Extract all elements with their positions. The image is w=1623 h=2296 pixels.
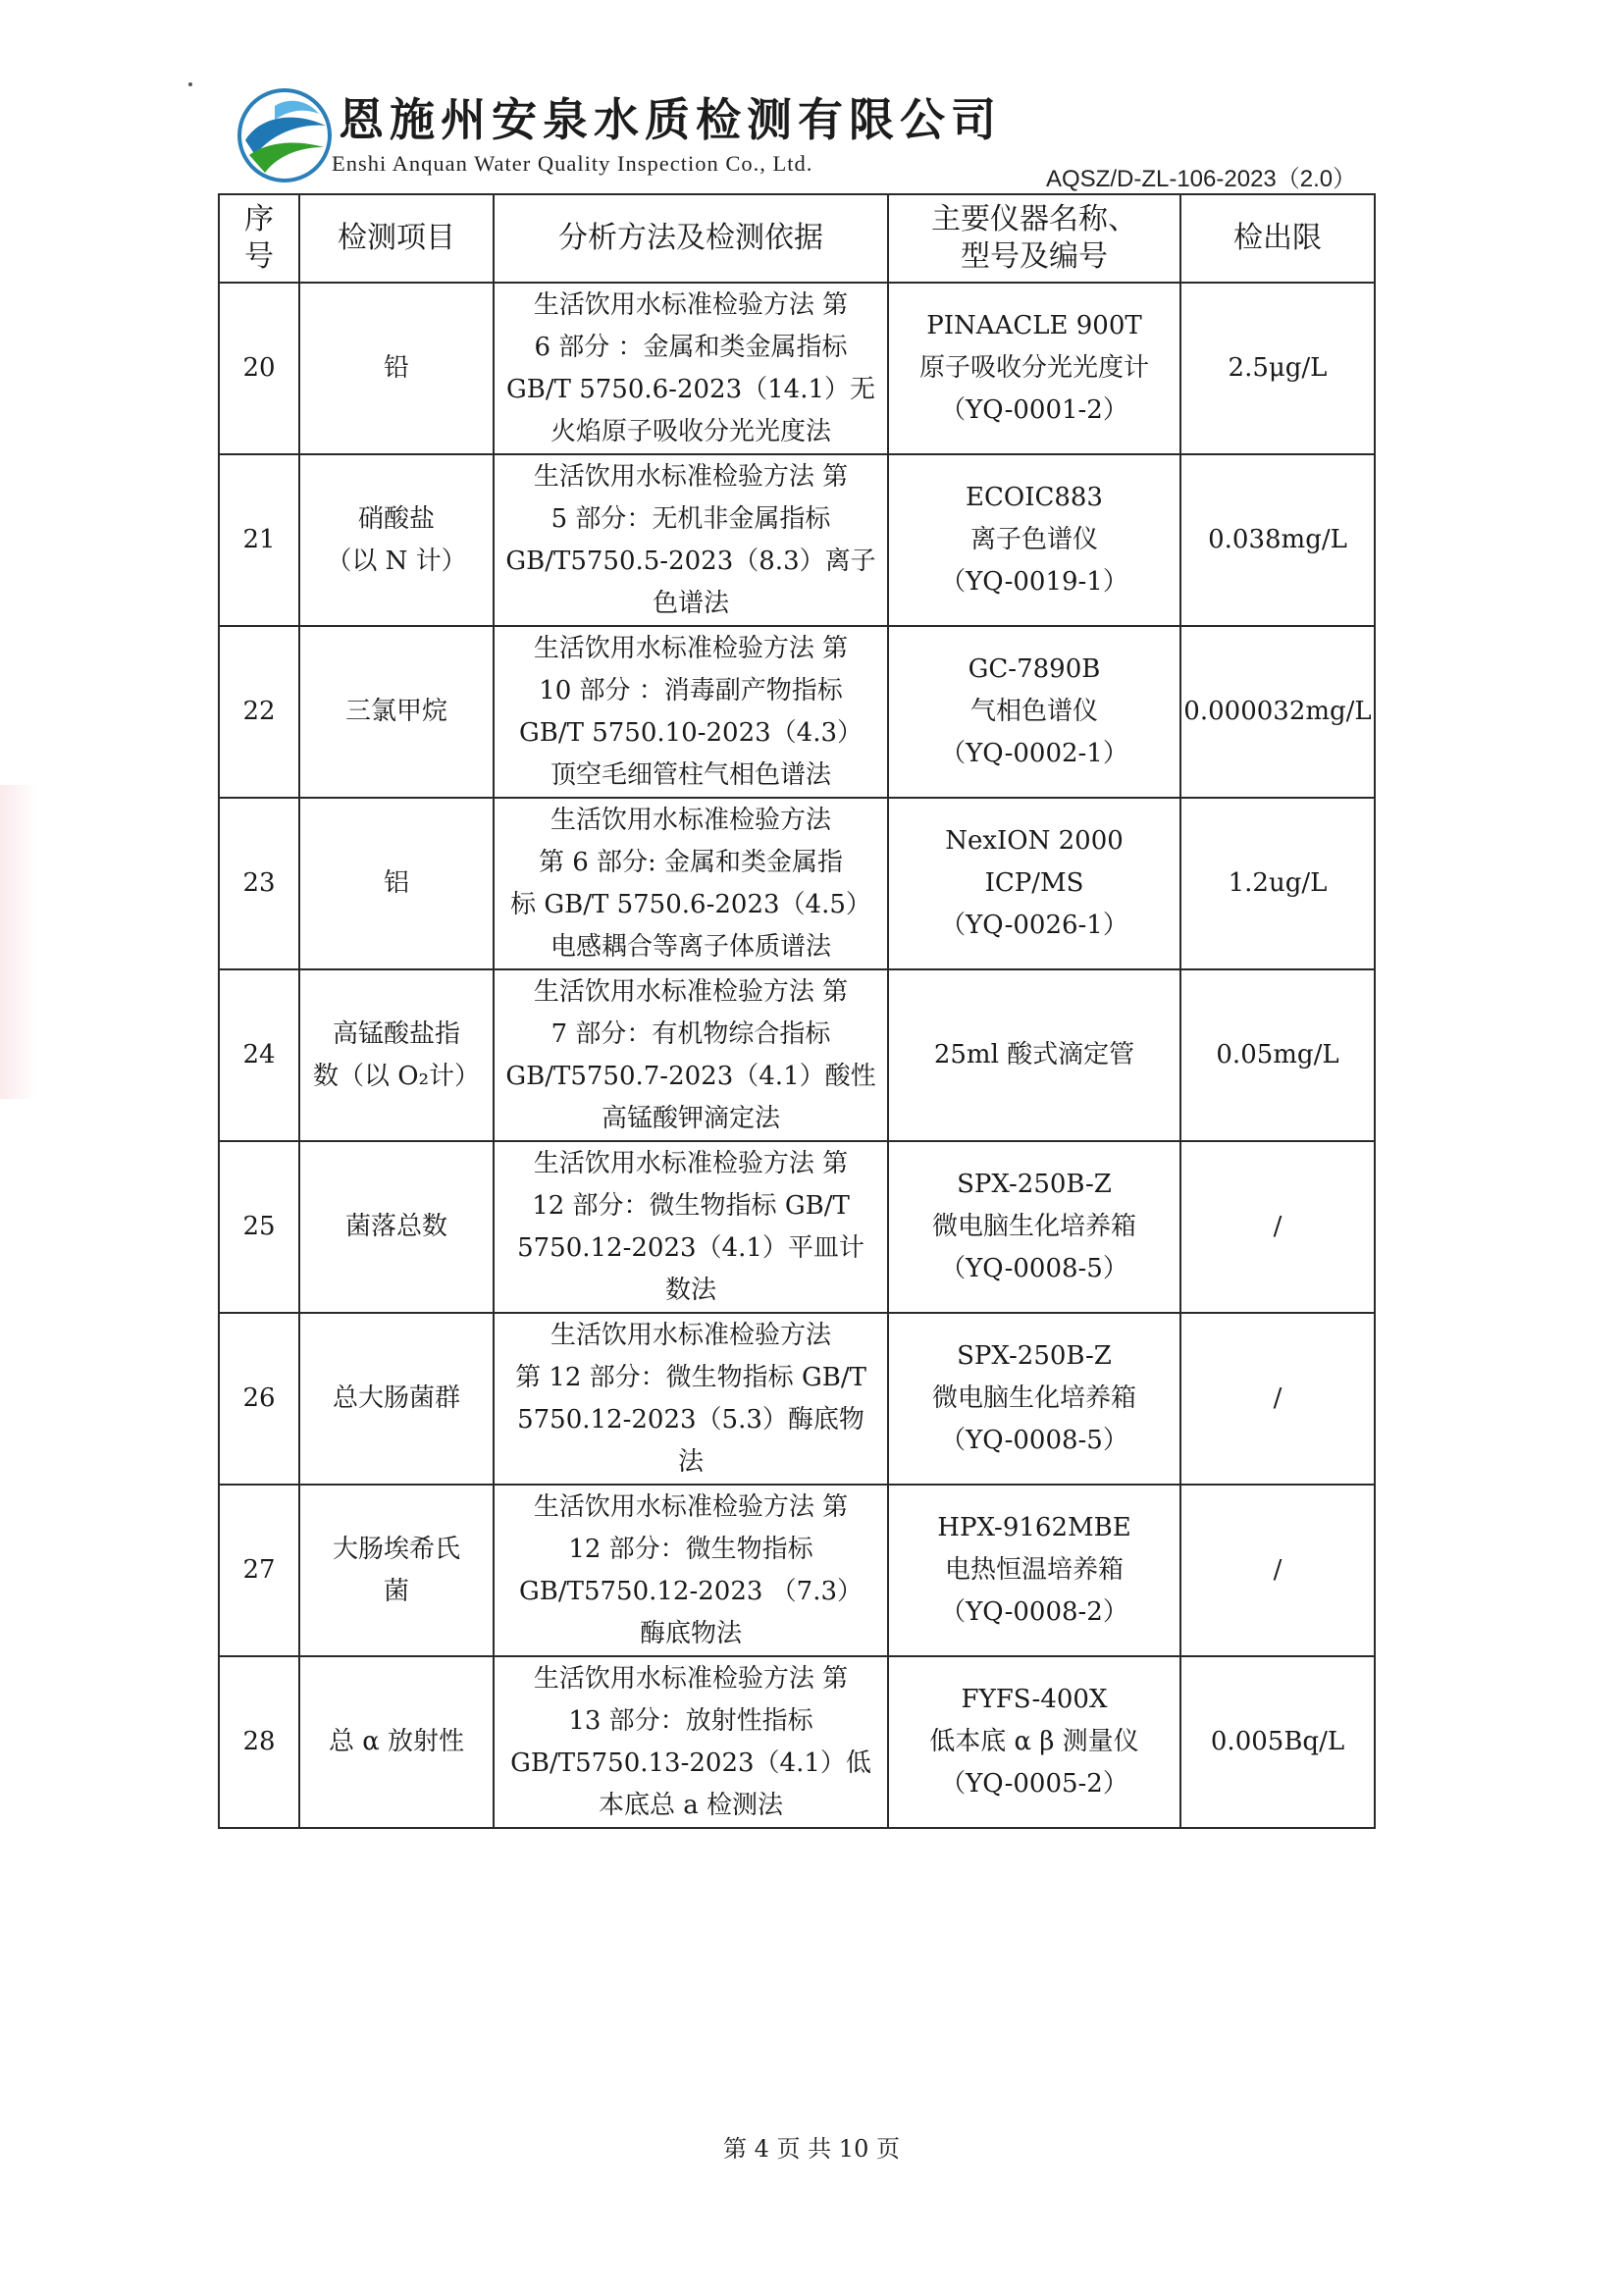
cell-method: 生活饮用水标准检验方法 第 5 部分：无机非金属指标 GB/T5750.5-2023（8.3）离子 色谱法 [494, 454, 888, 626]
cell-item: 大肠埃希氏 菌 [299, 1485, 494, 1656]
cell-limit: 0.005Bq/L [1180, 1656, 1375, 1828]
cell-seq: 27 [219, 1485, 299, 1656]
table-row [219, 798, 1375, 969]
cell-instrument: ECOIC883 离子色谱仪 （YQ-0019-1） [888, 454, 1180, 626]
page-number: 第 4 页 共 10 页 [723, 2135, 900, 2163]
cell-seq: 21 [219, 454, 299, 626]
cell-item: 总 α 放射性 [299, 1656, 494, 1828]
red-seal-fragment [0, 785, 37, 1099]
cell-seq: 24 [219, 969, 299, 1141]
table-row [219, 969, 1375, 1141]
cell-seq: 28 [219, 1656, 299, 1828]
header-instrument: 主要仪器名称、 型号及编号 [888, 194, 1180, 283]
cell-item: 铝 [299, 798, 494, 969]
cell-instrument: NexION 2000 ICP/MS （YQ-0026-1） [888, 798, 1180, 969]
header-seq: 序 号 [219, 194, 299, 283]
cell-item: 总大肠菌群 [299, 1313, 494, 1485]
table-header-row [219, 194, 1375, 283]
cell-instrument: HPX-9162MBE 电热恒温培养箱 （YQ-0008-2） [888, 1485, 1180, 1656]
cell-limit: 0.05mg/L [1180, 969, 1375, 1141]
cell-method: 生活饮用水标准检验方法 第 6 部分: 金属和类金属指 标 GB/T 5750.6-2023（4.5） 电感耦合等离子体质谱法 [494, 798, 888, 969]
cell-item: 铅 [299, 283, 494, 454]
table-row [219, 1313, 1375, 1485]
table-row [219, 1141, 1375, 1313]
cell-instrument: SPX-250B-Z 微电脑生化培养箱 （YQ-0008-5） [888, 1141, 1180, 1313]
cell-limit: / [1180, 1141, 1375, 1313]
cell-method: 生活饮用水标准检验方法 第 13 部分：放射性指标 GB/T5750.13-2023（4.1）低 本底总 a 检测法 [494, 1656, 888, 1828]
cell-seq: 26 [219, 1313, 299, 1485]
cell-item: 菌落总数 [299, 1141, 494, 1313]
header-item: 检测项目 [299, 194, 494, 283]
cell-method: 生活饮用水标准检验方法 第 6 部分 ：金属和类金属指标 GB/T 5750.6-2023（14.1）无 火焰原子吸收分光光度法 [494, 283, 888, 454]
company-name-cn: 恩施州安泉水质检测有限公司 [339, 93, 1002, 146]
company-logo-icon [236, 86, 334, 184]
cell-seq: 25 [219, 1141, 299, 1313]
table-row [219, 283, 1375, 454]
cell-instrument: GC-7890B 气相色谱仪 （YQ-0002-1） [888, 626, 1180, 798]
cell-limit: 0.000032mg/L [1180, 626, 1375, 798]
cell-limit: 2.5μg/L [1180, 283, 1375, 454]
cell-method: 生活饮用水标准检验方法 第 12 部分：微生物指标 GB/T5750.12-2023 （7.3） 酶底物法 [494, 1485, 888, 1656]
cell-limit: 0.038mg/L [1180, 454, 1375, 626]
cell-method: 生活饮用水标准检验方法 第 10 部分 ：消毒副产物指标 GB/T 5750.10-2023（4.3） 顶空毛细管柱气相色谱法 [494, 626, 888, 798]
scan-dot [188, 82, 192, 86]
cell-instrument: 25ml 酸式滴定管 [888, 969, 1180, 1141]
document-code: AQSZ/D-ZL-106-2023（2.0） [1046, 166, 1357, 192]
test-method-table [218, 193, 1376, 1829]
cell-limit: 1.2ug/L [1180, 798, 1375, 969]
cell-method: 生活饮用水标准检验方法 第 7 部分：有机物综合指标 GB/T5750.7-2023（4.1）酸性 高锰酸钾滴定法 [494, 969, 888, 1141]
cell-instrument: SPX-250B-Z 微电脑生化培养箱 （YQ-0008-5） [888, 1313, 1180, 1485]
table-row [219, 626, 1375, 798]
cell-instrument: PINAACLE 900T 原子吸收分光光度计 （YQ-0001-2） [888, 283, 1180, 454]
header-limit: 检出限 [1180, 194, 1375, 283]
header-method: 分析方法及检测依据 [494, 194, 888, 283]
cell-instrument: FYFS-400X 低本底 α β 测量仪 （YQ-0005-2） [888, 1656, 1180, 1828]
cell-item: 高锰酸盐指 数（以 O₂计） [299, 969, 494, 1141]
cell-seq: 22 [219, 626, 299, 798]
cell-method: 生活饮用水标准检验方法 第 12 部分：微生物指标 GB/T 5750.12-2023（5.3）酶底物 法 [494, 1313, 888, 1485]
cell-item: 硝酸盐 （以 N 计） [299, 454, 494, 626]
cell-limit: / [1180, 1485, 1375, 1656]
company-name-en: Enshi Anquan Water Quality Inspection Co., Ltd. [332, 151, 813, 176]
table-row [219, 454, 1375, 626]
table-row [219, 1656, 1375, 1828]
cell-seq: 23 [219, 798, 299, 969]
cell-seq: 20 [219, 283, 299, 454]
cell-item: 三氯甲烷 [299, 626, 494, 798]
cell-limit: / [1180, 1313, 1375, 1485]
table-row [219, 1485, 1375, 1656]
cell-method: 生活饮用水标准检验方法 第 12 部分：微生物指标 GB/T 5750.12-2023（4.1）平皿计 数法 [494, 1141, 888, 1313]
